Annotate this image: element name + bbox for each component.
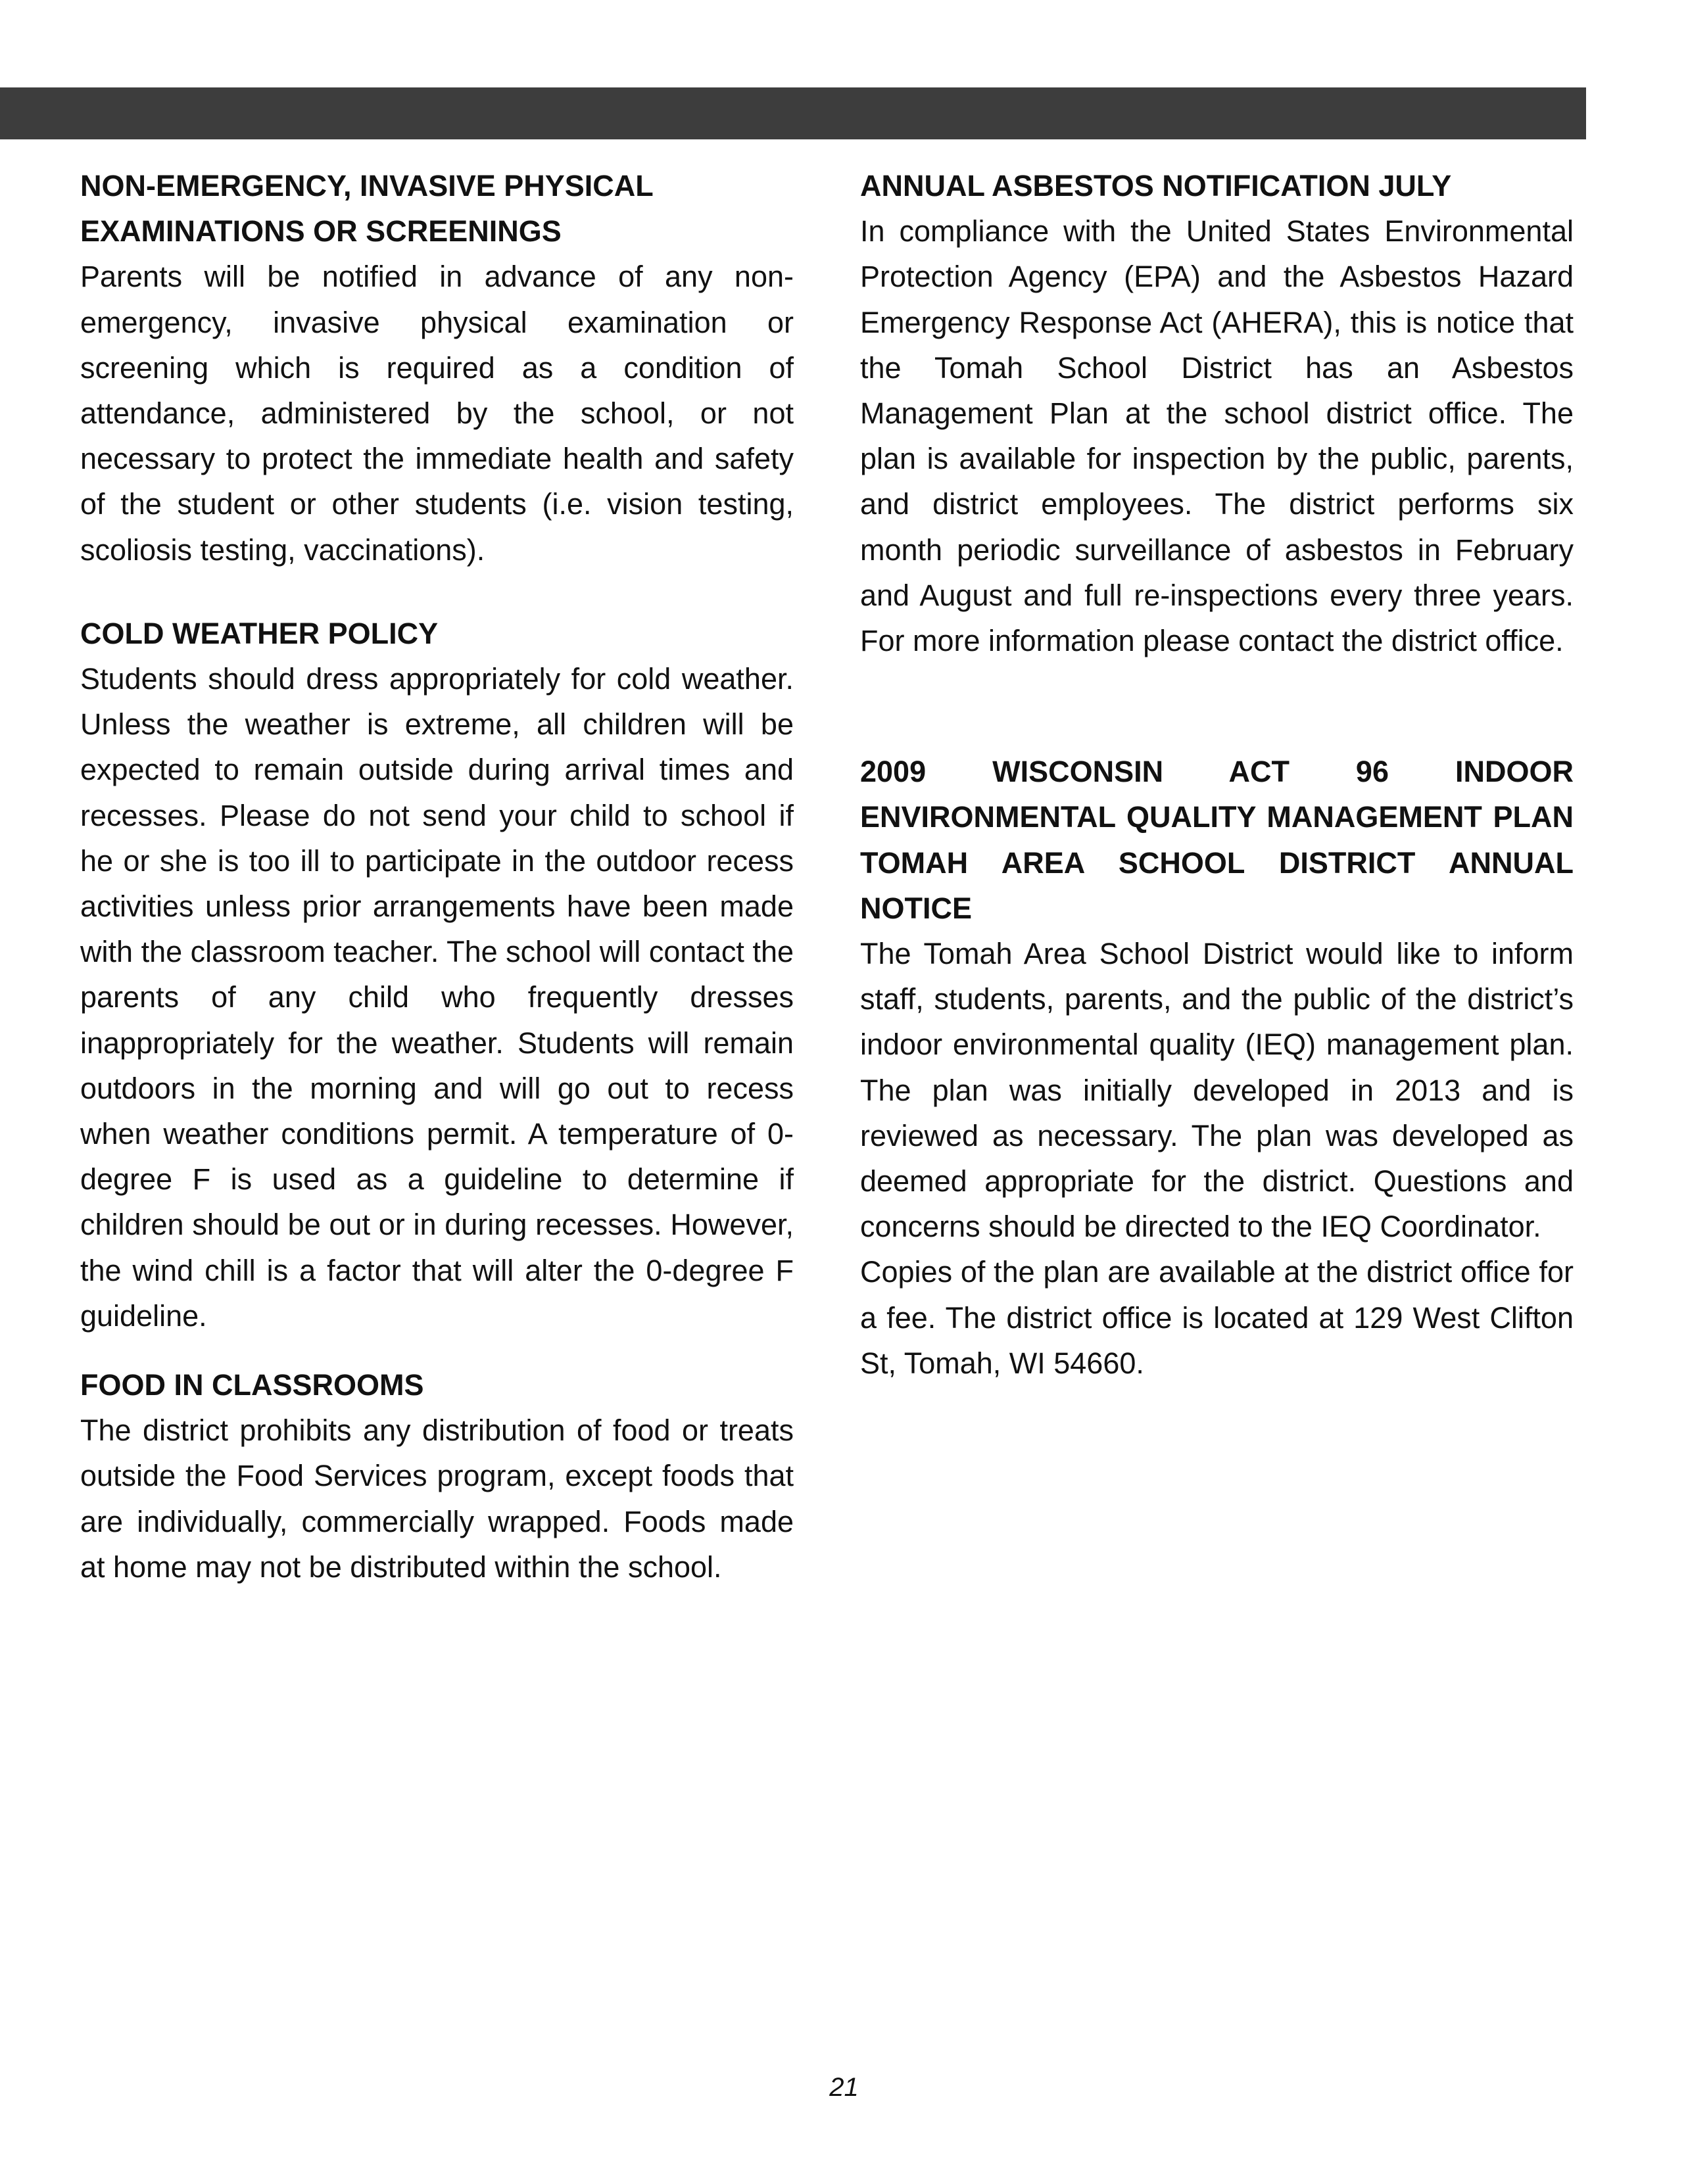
page-number: 21	[829, 2073, 859, 2102]
right-column	[860, 163, 1574, 1386]
left-column	[80, 163, 794, 1590]
section-body: In compliance with the United States Environmental Protection Agency (EPA) and the Asbestos Hazard Emergency Response Act (AHERA), this is notice that the Tomah School District has an Asbestos Management Plan at the school district office. The plan is available for inspection by the public, parents, and district employees. The district performs six month periodic surveillance of asbestos in February and August and full re-inspections every three years. For more information please contact the district office.	[860, 214, 1574, 658]
header-bar	[0, 87, 1586, 139]
section-food-in-classrooms	[80, 1362, 794, 1590]
section-heading: 2009 WISCONSIN ACT 96 INDOOR ENVIRONMENTAL QUALITY MANAGEMENT PLAN TOMAH AREA SCHOOL DISTRICT ANNUAL NOTICE	[860, 755, 1574, 925]
section-body: The Tomah Area School District would like to inform staff, students, parents, and the public of the district’s indoor environmental quality (IEQ) management plan. The plan was initially developed in 2013 and is reviewed as necessary. The plan was developed as deemed appropriate for the district. Questions and concerns should be directed to the IEQ Coordinator.	[860, 937, 1574, 1244]
section-body: Parents will be notified in advance of any non-emergency, invasive physical examination or screening which is required as a condition of attendance, administered by the school, or not necessary to protect the immediate health and safety of the student or other students (i.e. vision testing, scoliosis testing, vaccinations).	[80, 260, 794, 567]
section-asbestos-notification	[860, 163, 1574, 663]
section-body: The district prohibits any distribution of food or treats outside the Food Services program, except foods that are individually, commercially wrapped. Foods made at home may not be distributed within the school.	[80, 1413, 794, 1584]
section-cold-weather-policy	[80, 611, 794, 1339]
section-body-continued: Copies of the plan are available at the district office for a fee. The district office is located at 129 West Clifton St, Tomah, WI 54660.	[860, 1255, 1574, 1380]
section-heading: NON-EMERGENCY, INVASIVE PHYSICAL EXAMINATIONS OR SCREENINGS	[80, 169, 653, 249]
section-physical-examinations	[80, 163, 794, 573]
section-body: Students should dress appropriately for cold weather. Unless the weather is extreme, all children will be expected to remain outside during arrival times and recesses. Please do not send your child to school if he or she is too ill to participate in the outdoor recess activities unless prior arrangements have been made with the classroom teacher. The school will contact the parents of any child who frequently dresses inappropriately for the weather. Students will remain outdoors in the morning and will go out to recess when weather conditions permit. A temperature of 0-degree F is used as a guideline to determine if children should be out or in during recesses. However, the wind chill is a factor that will alter the 0-degree F guideline.	[80, 662, 794, 1333]
section-heading: ANNUAL ASBESTOS NOTIFICATION JULY	[860, 169, 1452, 202]
section-heading: FOOD IN CLASSROOMS	[80, 1368, 424, 1402]
section-heading: COLD WEATHER POLICY	[80, 616, 439, 650]
section-indoor-environmental-quality	[860, 749, 1574, 1386]
